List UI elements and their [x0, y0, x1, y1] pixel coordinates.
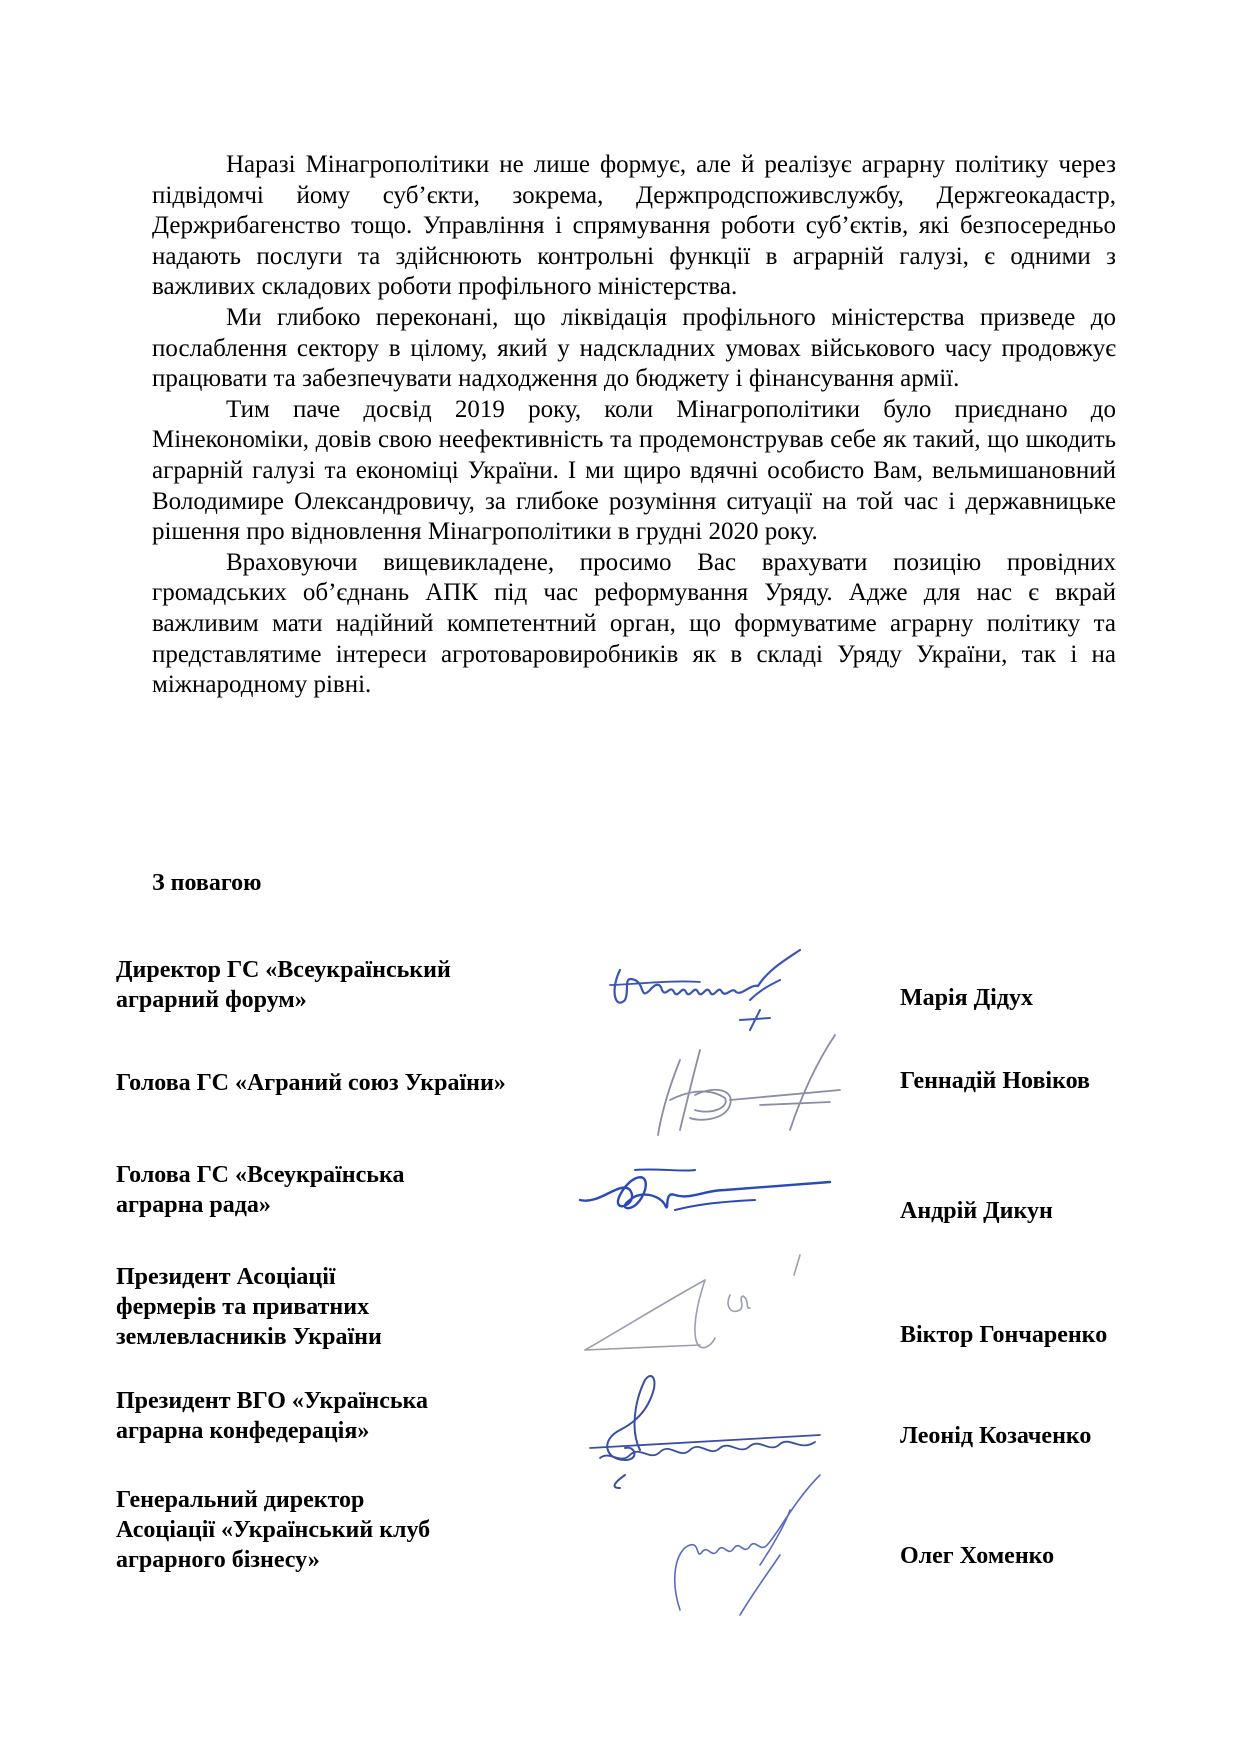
signatory-organization	[116, 1068, 586, 1098]
signatory-organization	[116, 955, 586, 1015]
signatory-organization	[116, 1386, 586, 1446]
signature	[575, 1160, 835, 1230]
org-line: Голова ГС «Всеукраїнська	[116, 1162, 405, 1188]
paragraph: Наразі Мінагрополітики не лише формує, але й реалізує аграрну політику через підвідомчі йому суб’єкти, зокрема, Держпродспоживслужбу, Держгеокадастр, Держрибагенство тощо. Управління і спрямування роботи суб’єктів, які безпосередньо надають послуги та здійснюють контрольні функції в аграрній галузі, є одними з важливих складових роботи профільного міністерства.	[152, 151, 1116, 301]
org-line: землевласників України	[116, 1324, 382, 1350]
signature	[600, 940, 840, 1040]
signature	[640, 1030, 850, 1140]
signatory-name: Геннадій Новіков	[900, 1068, 1090, 1094]
signature	[580, 1250, 820, 1360]
paragraph: Тим паче досвід 2019 року, коли Мінагрополітики було приєднано до Мінекономіки, довів свою неефективність та продемонстрував себе як такий, що шкодить аграрній галузі та економіці України. І ми щиро вдячні особисто Вам, вельмишановний Володимире Олександровичу, за глибоке розуміння ситуації на той час і державницьке рішення про відновлення Мінагрополітики в грудні 2020 року.	[152, 395, 1116, 546]
signatory-name: Віктор Гончаренко	[900, 1322, 1108, 1348]
org-line: Голова ГС «Аграний союз України»	[116, 1070, 506, 1096]
letter-body	[152, 150, 1116, 701]
org-line: аграрна рада»	[116, 1192, 271, 1218]
signatory-name: Марія Дідух	[900, 985, 1033, 1011]
org-line: Асоціації «Український клуб	[116, 1517, 431, 1543]
org-line: аграрна конфедерація»	[116, 1418, 370, 1444]
org-line: аграрного бізнесу»	[116, 1547, 320, 1573]
signatory-organization	[116, 1160, 586, 1220]
org-line: Президент ВГО «Українська	[116, 1388, 429, 1414]
signatory-name: Олег Хоменко	[900, 1543, 1055, 1569]
org-line: аграрний форум»	[116, 987, 307, 1013]
signatory-organization	[116, 1262, 586, 1352]
signatory-organization	[116, 1485, 586, 1575]
signature	[660, 1470, 840, 1620]
org-line: Директор ГС «Всеукраїнський	[116, 957, 451, 983]
org-line: Президент Асоціації	[116, 1264, 336, 1290]
closing-salutation: З повагою	[152, 870, 262, 896]
signatory-name: Андрій Дикун	[900, 1198, 1053, 1224]
org-line: фермерів та приватних	[116, 1294, 370, 1320]
paragraph: Ми глибоко переконані, що ліквідація профільного міністерства призведе до послаблення сектору в цілому, який у надскладних умовах військового часу продовжує працювати та забезпечувати надходження до бюджету і фінансування армії.	[152, 303, 1116, 393]
signatory-name: Леонід Козаченко	[900, 1423, 1092, 1449]
org-line: Генеральний директор	[116, 1487, 365, 1513]
paragraph: Враховуючи вищевикладене, просимо Вас врахувати позицію провідних громадських об’єднань АПК під час реформування Уряду. Адже для нас є вкрай важливим мати надійний компетентний орган, що формуватиме аграрну політику та представлятиме інтереси агротоваровиробників як в складі Уряду України, так і на міжнародному рівні.	[152, 548, 1116, 699]
